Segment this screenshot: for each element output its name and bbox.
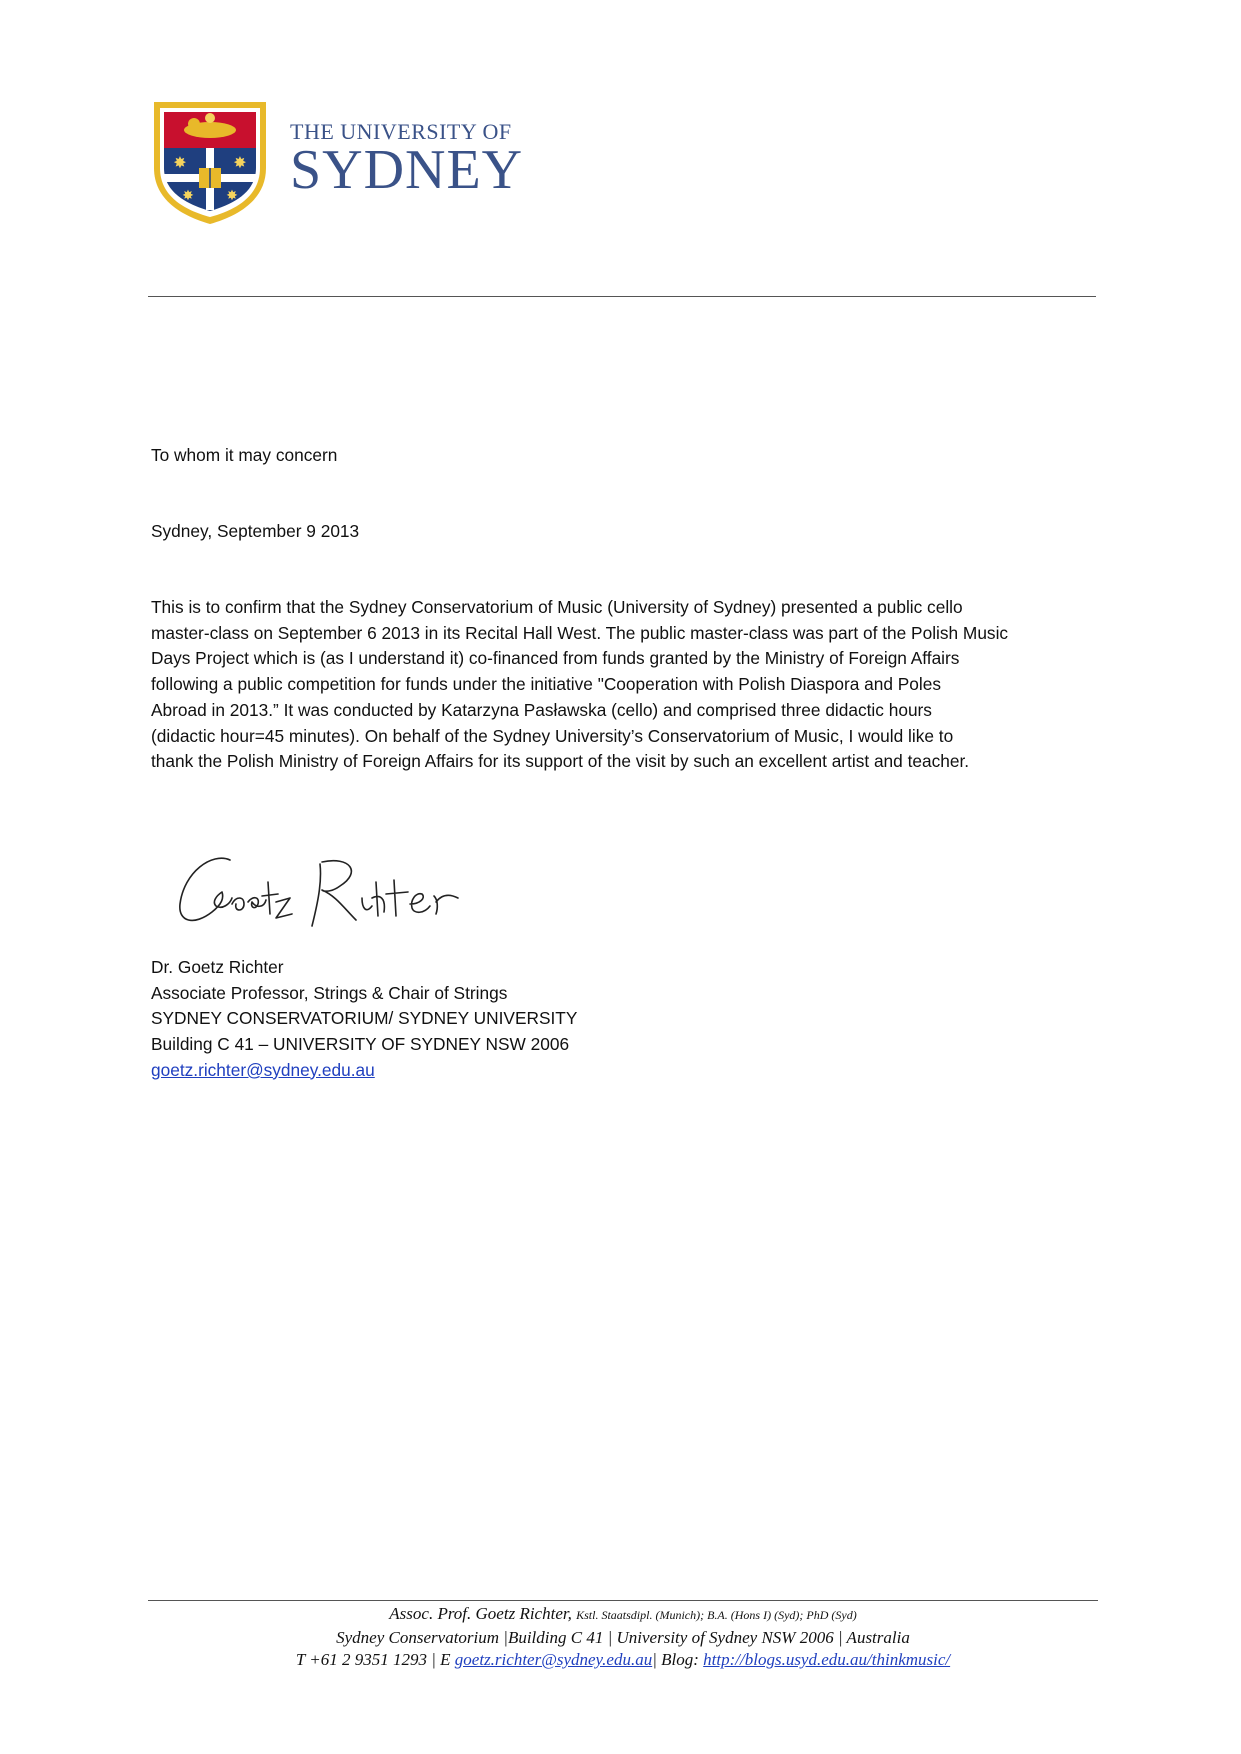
- footer: [148, 1603, 1098, 1672]
- signatory-name: Dr. Goetz Richter: [151, 957, 284, 977]
- footer-line-1: [148, 1603, 1098, 1627]
- footer-name: Assoc. Prof. Goetz Richter,: [389, 1604, 572, 1623]
- footer-divider: [148, 1600, 1098, 1601]
- footer-address: Sydney Conservatorium |Building C 41 | University of Sydney NSW 2006 | Australia: [336, 1627, 910, 1647]
- signatory-title: Associate Professor, Strings & Chair of Strings: [151, 982, 508, 1003]
- signatory-address: Building C 41 – UNIVERSITY OF SYDNEY NSW 2006: [151, 1034, 570, 1055]
- handwritten-signature: [172, 842, 512, 942]
- footer-credentials: Kstl. Staatsdipl. (Munich); B.A. (Hons I) (Syd); PhD (Syd): [576, 1608, 857, 1622]
- footer-line-3: [148, 1649, 1098, 1672]
- university-wordmark: [290, 119, 524, 201]
- footer-blog-link[interactable]: http://blogs.usyd.edu.au/thinkmusic/: [703, 1650, 951, 1669]
- letter-body-paragraph: This is to confirm that the Sydney Conservatorium of Music (University of Sydney) presented a public cello master-class on September 6 2013 in its Recital Hall West. The public master-class was part of the Polish Music Days Project which is (as I understand it) co-financed from funds granted by the Ministry of Foreign Affairs following a public competition for funds under the initiative "Cooperation with Polish Diaspora and Poles Abroad in 2013.” It was conducted by Katarzyna Pasławska (cello) and comprised three didactic hours (didactic hour=45 minutes). On behalf of the Sydney University’s Conservatorium of Music, I would like to thank the Polish Ministry of Foreign Affairs for its support of the visit by such an excellent artist and teacher.: [151, 597, 1009, 772]
- footer-email-link[interactable]: goetz.richter@sydney.edu.au: [454, 1650, 653, 1669]
- letter-date: Sydney, September 9 2013: [151, 521, 360, 541]
- footer-blog-label: Blog:: [661, 1650, 699, 1669]
- svg-text:✸: ✸: [233, 153, 247, 172]
- footer-email-separator: |: [652, 1650, 657, 1669]
- wordmark-line-1: THE UNIVERSITY OF: [290, 119, 512, 144]
- svg-text:✸: ✸: [173, 153, 187, 172]
- svg-text:✸: ✸: [182, 188, 194, 204]
- signatory-organization: SYDNEY CONSERVATORIUM/ SYDNEY UNIVERSITY: [151, 1008, 578, 1029]
- salutation: To whom it may concern: [151, 445, 338, 465]
- wordmark-line-2: SYDNEY: [290, 139, 524, 201]
- svg-text:✸: ✸: [226, 188, 238, 204]
- header-divider: [148, 296, 1096, 297]
- university-crest-logo: [150, 98, 270, 226]
- signatory-block: [151, 955, 577, 1084]
- footer-phone: T +61 2 9351 1293 | E: [295, 1650, 451, 1669]
- signatory-email-link[interactable]: goetz.richter@sydney.edu.au: [151, 1059, 375, 1080]
